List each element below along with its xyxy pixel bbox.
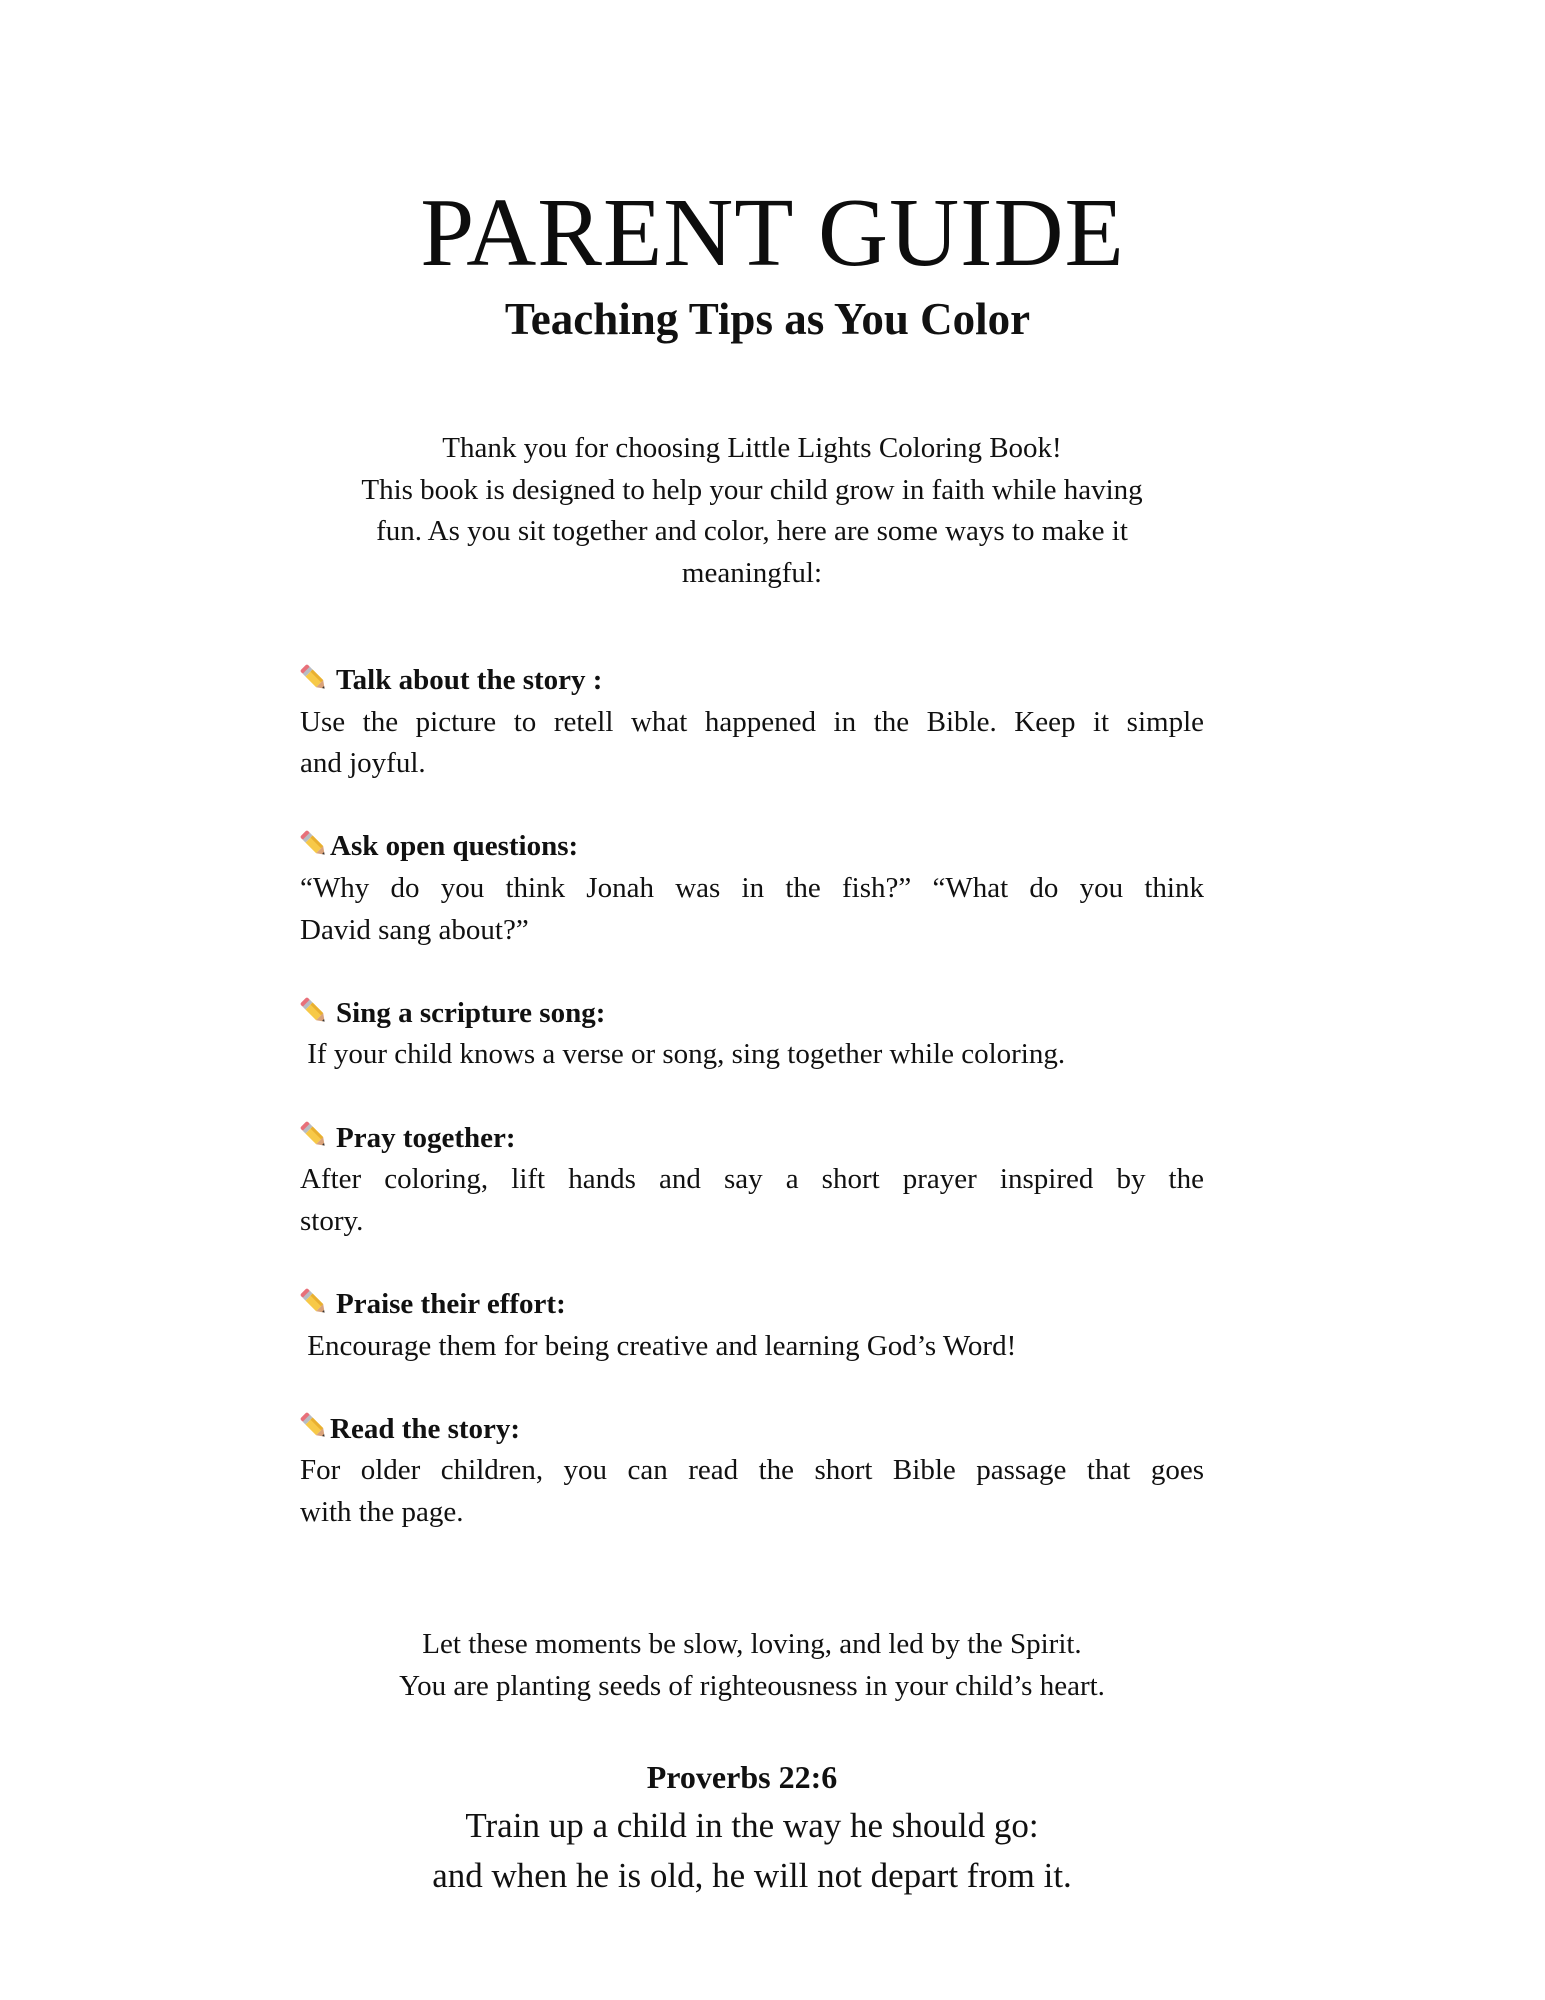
intro-line: This book is designed to help your child grow in faith while having (361, 473, 1143, 506)
tip-heading (298, 993, 1204, 1035)
tip-body-line: After coloring, lift hands and say a short prayer inspired by the (300, 1163, 1204, 1196)
verse-reference: Proverbs 22:6 (646, 1759, 838, 1795)
pencil-icon (298, 662, 330, 694)
intro-line: Thank you for choosing Little Lights Coloring Book! (442, 432, 1062, 464)
tip-heading (298, 1118, 1204, 1160)
tip-ask-open-questions (298, 826, 1204, 992)
tips-list (298, 660, 1204, 1533)
tip-heading (298, 660, 1204, 702)
tip-body-line: Use the picture to retell what happened in the Bible. Keep it simple (300, 705, 1204, 738)
tip-heading-text: Praise their effort: (336, 1287, 566, 1320)
verse-line: and when he is old, he will not depart from it. (432, 1856, 1072, 1895)
tip-read-story (298, 1409, 1204, 1534)
intro-line: meaningful: (681, 557, 823, 590)
tip-body (298, 1450, 1204, 1533)
tip-sing-scripture-song (298, 993, 1204, 1118)
tip-body-line: Encourage them for being creative and learning God’s Word! (300, 1329, 1017, 1362)
verse-line: Train up a child in the way he should go: (465, 1806, 1039, 1845)
closing-line: Let these moments be slow, loving, and led by the Spirit. (422, 1628, 1082, 1660)
intro-paragraph (300, 428, 1204, 595)
pencil-icon (298, 1410, 330, 1442)
closing-paragraph (300, 1623, 1204, 1707)
tip-body-line: and joyful. (300, 747, 426, 780)
tip-pray-together (298, 1118, 1204, 1284)
tip-heading-text: Ask open questions: (330, 830, 579, 863)
tip-body (298, 868, 1204, 951)
tip-body-line: with the page. (300, 1495, 464, 1528)
pencil-icon (298, 995, 330, 1027)
tip-body (298, 1034, 1204, 1076)
tip-heading-text: Sing a scripture song: (336, 996, 606, 1029)
tip-body (298, 702, 1204, 785)
tip-body-line: David sang about?” (300, 913, 529, 946)
page-subtitle: Teaching Tips as You Color (504, 294, 1031, 344)
tip-body-line: For older children, you can read the short Bible passage that goes (300, 1454, 1204, 1487)
closing-line: You are planting seeds of righteousness in your child’s heart. (399, 1670, 1105, 1702)
tip-heading (298, 1284, 1204, 1326)
tip-heading (298, 1409, 1204, 1451)
pencil-icon (298, 1119, 330, 1151)
tip-heading-text: Read the story: (330, 1412, 521, 1445)
tip-talk-about-story (298, 660, 1204, 826)
pencil-icon (298, 828, 330, 860)
page-title: PARENT GUIDE (420, 179, 1125, 286)
tip-body (298, 1326, 1204, 1368)
pencil-icon (298, 1286, 330, 1318)
tip-heading-text: Talk about the story : (336, 664, 603, 696)
verse-text (300, 1801, 1204, 1901)
tip-body-line: story. (300, 1204, 364, 1237)
tip-heading-text: Pray together: (336, 1121, 516, 1154)
tip-heading (298, 826, 1204, 868)
tip-body-line: “Why do you think Jonah was in the fish?” “What do you think (300, 871, 1204, 904)
intro-line: fun. As you sit together and color, here are some ways to make it (376, 515, 1128, 548)
tip-body (298, 1159, 1204, 1242)
tip-body-line: If your child knows a verse or song, sing together while coloring. (300, 1038, 1066, 1071)
tip-praise-effort (298, 1284, 1204, 1409)
